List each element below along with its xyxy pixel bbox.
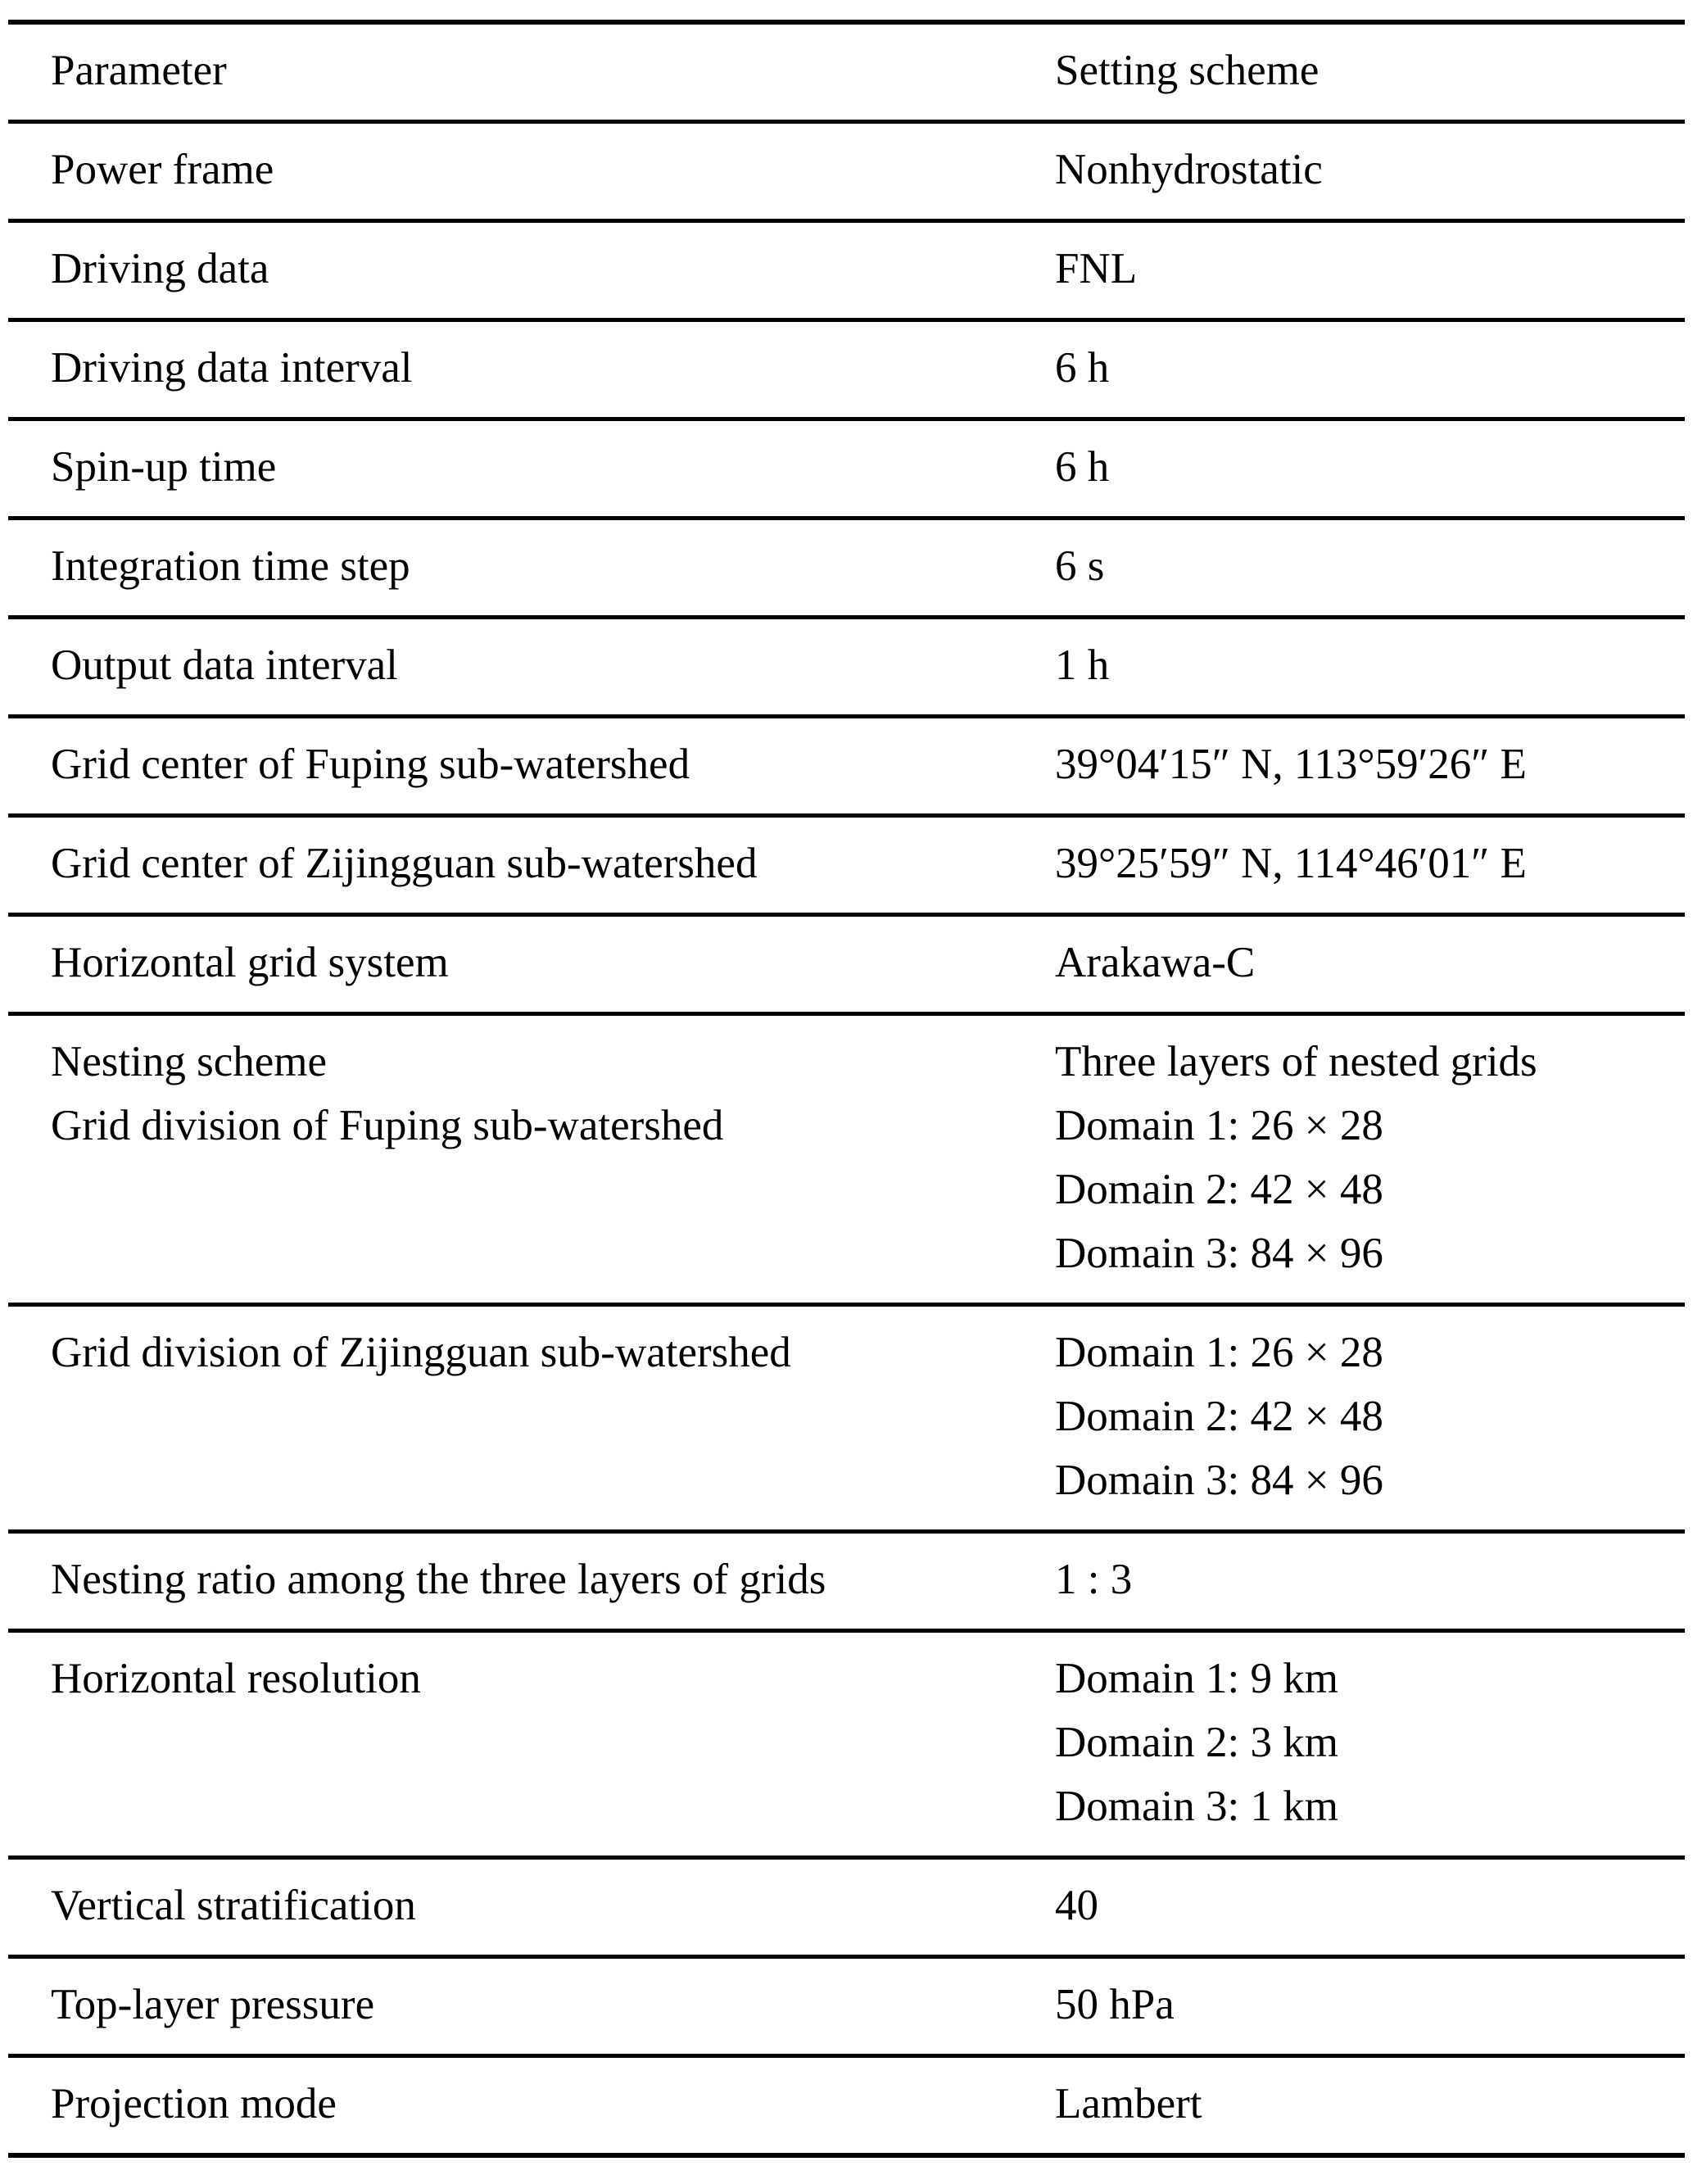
parameter-cell bbox=[8, 435, 1012, 499]
parameter-cell bbox=[8, 2072, 1012, 2136]
parameter-line: Nesting ratio among the three layers of grids bbox=[51, 1556, 826, 1603]
table-header-row bbox=[8, 25, 1685, 120]
value-line: Domain 3: 84 × 96 bbox=[1055, 1457, 1383, 1504]
value-line: 6 s bbox=[1055, 542, 1105, 590]
table-row bbox=[8, 1012, 1685, 1303]
value-line: Domain 2: 42 × 48 bbox=[1055, 1393, 1383, 1440]
value-line: Domain 1: 9 km bbox=[1055, 1655, 1338, 1702]
value-cell bbox=[1012, 1647, 1685, 1838]
value-line: FNL bbox=[1055, 245, 1138, 292]
parameter-line: Grid center of Zijingguan sub-watershed bbox=[51, 840, 758, 887]
table-row bbox=[8, 516, 1685, 615]
column-header-setting-scheme: Setting scheme bbox=[1055, 47, 1320, 94]
value-line: 40 bbox=[1055, 1882, 1098, 1929]
parameter-line: Power frame bbox=[51, 146, 274, 193]
parameter-column-header-cell bbox=[8, 39, 1012, 102]
value-cell bbox=[1012, 931, 1685, 995]
parameter-cell bbox=[8, 534, 1012, 598]
value-line: Domain 3: 84 × 96 bbox=[1055, 1230, 1383, 1277]
table-row bbox=[8, 1303, 1685, 1529]
parameter-line: Driving data interval bbox=[51, 344, 413, 392]
table-row bbox=[8, 2054, 1685, 2153]
value-line: 39°04′15″ N, 113°59′26″ E bbox=[1055, 741, 1527, 788]
table-row bbox=[8, 318, 1685, 417]
value-cell bbox=[1012, 534, 1685, 598]
parameter-line: Grid division of Zijingguan sub-watershed bbox=[51, 1329, 791, 1376]
parameter-line: Horizontal resolution bbox=[51, 1655, 421, 1702]
parameter-cell bbox=[8, 1647, 1012, 1838]
parameter-line: Horizontal grid system bbox=[51, 939, 449, 986]
parameter-line: Integration time step bbox=[51, 542, 410, 590]
parameter-cell bbox=[8, 1973, 1012, 2037]
table-row bbox=[8, 714, 1685, 813]
value-cell bbox=[1012, 1973, 1685, 2037]
parameter-line: Vertical stratification bbox=[51, 1882, 416, 1929]
value-cell bbox=[1012, 732, 1685, 796]
setting-scheme-column-header-cell bbox=[1012, 39, 1685, 102]
parameter-cell bbox=[8, 336, 1012, 400]
value-line: 6 h bbox=[1055, 344, 1110, 392]
value-cell bbox=[1012, 831, 1685, 895]
parameter-cell bbox=[8, 831, 1012, 895]
table-row bbox=[8, 1529, 1685, 1629]
parameter-line: Output data interval bbox=[51, 641, 398, 689]
value-cell bbox=[1012, 138, 1685, 202]
parameter-line: Grid division of Fuping sub-watershed bbox=[51, 1102, 724, 1149]
value-cell bbox=[1012, 633, 1685, 697]
parameter-cell bbox=[8, 1874, 1012, 1937]
value-line: 6 h bbox=[1055, 443, 1110, 491]
model-parameters-table bbox=[8, 20, 1685, 2158]
value-cell bbox=[1012, 1547, 1685, 1611]
parameter-cell bbox=[8, 237, 1012, 301]
value-cell bbox=[1012, 336, 1685, 400]
table-row bbox=[8, 219, 1685, 318]
table-row bbox=[8, 1955, 1685, 2054]
parameter-line: Grid center of Fuping sub-watershed bbox=[51, 741, 690, 788]
parameter-line: Projection mode bbox=[51, 2080, 337, 2127]
parameter-cell bbox=[8, 1030, 1012, 1285]
value-line: 50 hPa bbox=[1055, 1981, 1175, 2028]
table-row bbox=[8, 913, 1685, 1012]
table-row bbox=[8, 615, 1685, 714]
value-line: Domain 3: 1 km bbox=[1055, 1783, 1338, 1830]
value-line: 39°25′59″ N, 114°46′01″ E bbox=[1055, 840, 1527, 887]
value-line: Domain 1: 26 × 28 bbox=[1055, 1329, 1383, 1376]
table-row bbox=[8, 1855, 1685, 1955]
value-cell bbox=[1012, 435, 1685, 499]
table-row bbox=[8, 120, 1685, 219]
parameter-cell bbox=[8, 633, 1012, 697]
value-line: Domain 2: 3 km bbox=[1055, 1719, 1338, 1766]
value-line: 1 h bbox=[1055, 641, 1110, 689]
parameter-line: Spin-up time bbox=[51, 443, 277, 491]
value-cell bbox=[1012, 1874, 1685, 1937]
value-line: Arakawa-C bbox=[1055, 939, 1256, 986]
value-line: Three layers of nested grids bbox=[1055, 1038, 1537, 1085]
value-line: Nonhydrostatic bbox=[1055, 146, 1323, 193]
parameter-cell bbox=[8, 1547, 1012, 1611]
value-line: Lambert bbox=[1055, 2080, 1202, 2127]
value-line: 1 : 3 bbox=[1055, 1556, 1133, 1603]
value-line: Domain 2: 42 × 48 bbox=[1055, 1166, 1383, 1213]
table-row bbox=[8, 813, 1685, 913]
table-row bbox=[8, 417, 1685, 516]
value-cell bbox=[1012, 237, 1685, 301]
value-cell bbox=[1012, 1321, 1685, 1512]
parameter-cell bbox=[8, 138, 1012, 202]
parameter-line: Nesting scheme bbox=[51, 1038, 328, 1085]
column-header-parameter: Parameter bbox=[51, 47, 227, 94]
value-cell bbox=[1012, 2072, 1685, 2136]
parameter-cell bbox=[8, 732, 1012, 796]
parameter-cell bbox=[8, 931, 1012, 995]
parameter-line: Top-layer pressure bbox=[51, 1981, 375, 2028]
parameter-cell bbox=[8, 1321, 1012, 1512]
parameter-line: Driving data bbox=[51, 245, 269, 292]
table-row bbox=[8, 1629, 1685, 1855]
value-cell bbox=[1012, 1030, 1685, 1285]
value-line: Domain 1: 26 × 28 bbox=[1055, 1102, 1383, 1149]
